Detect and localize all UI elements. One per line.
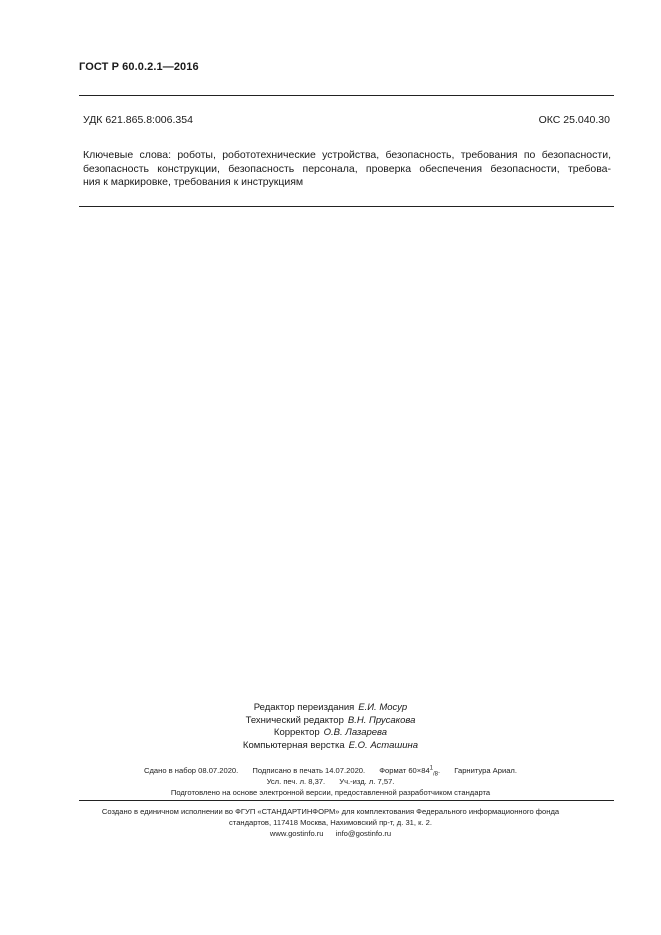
keywords-paragraph: [83, 149, 611, 190]
publication-sheets-row: [0, 776, 661, 787]
publishing-sheets: Уч.-изд. л. 7,57.: [339, 777, 395, 786]
keywords-line-2: безопасность конструкции, безопасность персонала, проверка обеспечения безопасности, требова-: [83, 162, 611, 175]
format-sub: /8: [433, 771, 439, 778]
staff-role: Компьютерная верстка: [242, 739, 345, 751]
signed-date: Подписано в печать 14.07.2020.: [252, 766, 366, 775]
staff-role: Корректор: [273, 727, 320, 738]
website-link[interactable]: www.gostinfo.ru: [269, 829, 324, 838]
oks-code: ОКС 25.040.30: [538, 114, 610, 126]
udk-code: УДК 621.865.8:006.354: [83, 114, 193, 126]
staff-credits: [0, 702, 661, 752]
keywords-line-1: Ключевые слова: роботы, робототехнические устройства, безопасность, требования по безопасности,: [83, 149, 611, 161]
staff-row: [0, 715, 661, 728]
staff-name: Е.О. Асташина: [348, 739, 419, 751]
submitted-date: Сдано в набор 08.07.2020.: [144, 766, 239, 775]
print-sheets: Усл. печ. л. 8,37.: [266, 777, 326, 786]
staff-name: Е.И. Мосур: [358, 702, 408, 713]
keywords-line-3: ния к маркировке, требования к инструкциям: [83, 176, 304, 188]
staff-name: В.Н. Прусакова: [347, 714, 416, 726]
staff-role: Редактор переиздания: [253, 702, 355, 713]
staff-row: [0, 702, 661, 715]
format-prefix: Формат 60×84: [379, 766, 430, 775]
typeface: Гарнитура Ариал.: [454, 766, 517, 775]
format-sup: 1: [429, 765, 434, 772]
staff-role: Технический редактор: [245, 714, 344, 726]
top-divider: [79, 95, 614, 96]
format-suffix: .: [438, 766, 441, 775]
staff-row: [0, 740, 661, 753]
footer-line-2: стандартов, 117418 Москва, Нахимовский пр-т, д. 31, к. 2.: [229, 818, 432, 827]
footer-contacts: [0, 828, 661, 839]
staff-name: О.В. Лазарева: [323, 727, 388, 738]
publication-dates-row: [0, 765, 661, 776]
footer-line-1: Создано в единичном исполнении во ФГУП «СТАНДАРТИНФОРМ» для комплектования Федерального информационного фонда: [101, 807, 560, 816]
document-code: ГОСТ Р 60.0.2.1—2016: [79, 61, 199, 73]
keywords-divider: [79, 206, 614, 207]
staff-row: [0, 727, 661, 740]
prepared-note: Подготовлено на основе электронной версии, предоставленной разработчиком стандарта: [170, 788, 491, 797]
footer-divider: [79, 800, 614, 801]
paper-format: [379, 765, 441, 778]
publisher-footer: [0, 806, 661, 839]
publication-info: [0, 765, 661, 798]
email-link[interactable]: info@gostinfo.ru: [335, 829, 392, 838]
